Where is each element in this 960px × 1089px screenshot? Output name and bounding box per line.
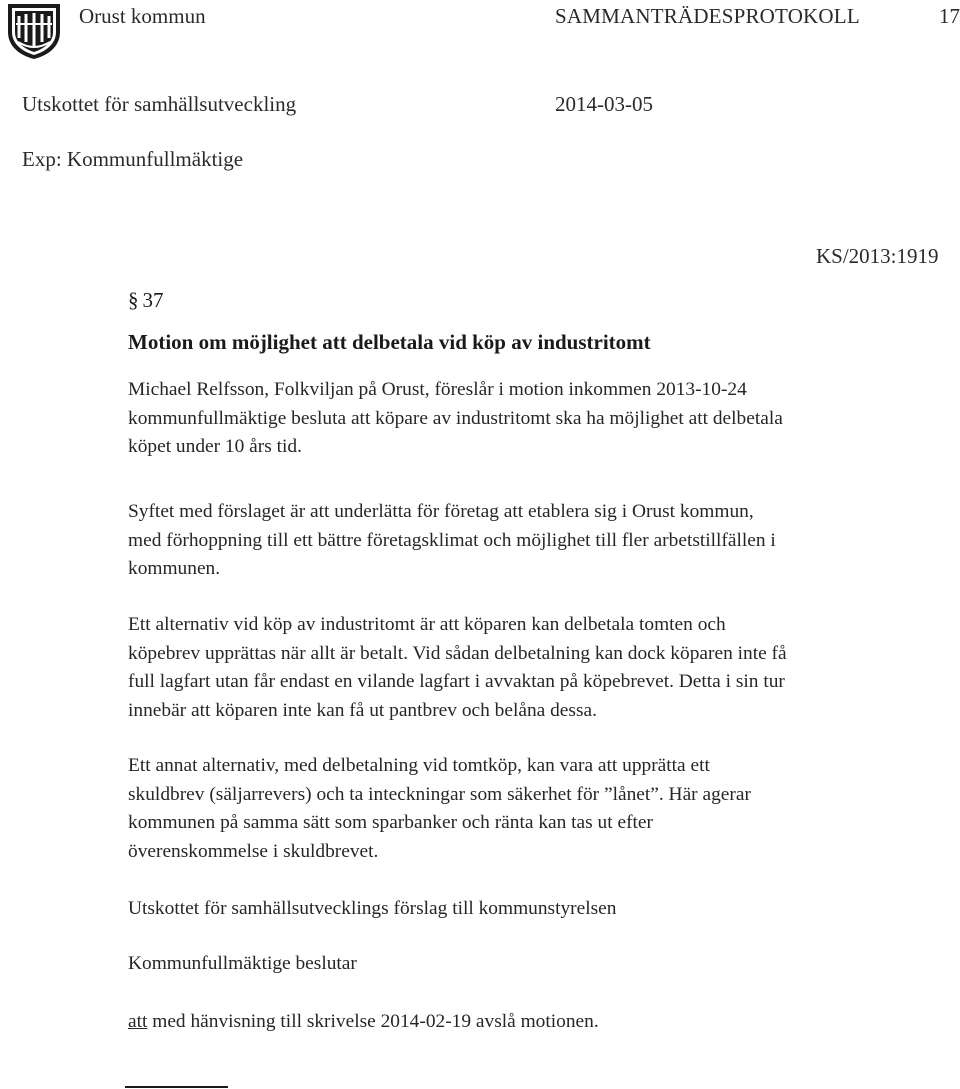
decision-text [128, 1008, 960, 1037]
paragraph-line: köpebrev upprättas när allt är betalt. Vid sådan delbetalning kan dock köparen inte få [128, 642, 787, 664]
paragraph-line: köpet under 10 års tid. [128, 436, 302, 457]
committee-name: Utskottet för samhällsutveckling [22, 92, 297, 116]
paragraph-line: med förhoppning till ett bättre företagsklimat och möjlighet till fler arbetstillfällen i [128, 529, 776, 551]
municipal-coat-of-arms-icon [4, 2, 64, 60]
paragraph-line: Ett alternativ vid köp av industritomt är att köparen kan delbetala tomten och [128, 614, 726, 635]
paragraph-line: Ett annat alternativ, med delbetalning vid tomtköp, kan vara att upprätta ett [128, 755, 710, 776]
paragraph-line: innebär att köparen inte kan få ut pantbrev och belåna dessa. [128, 699, 597, 721]
decision-att: att [128, 1011, 148, 1032]
proposal-heading [128, 895, 960, 924]
paragraph-line: kommunfullmäktige besluta att köpare av industritomt ska ha möjlighet att delbetala [128, 407, 783, 429]
paragraph-alternative-1 [128, 611, 960, 725]
paragraph-line: skuldbrev (säljarrevers) och ta inteckningar som säkerhet för ”lånet”. Här agerar [128, 783, 751, 805]
paragraph-line: Syftet med förslaget är att underlätta för företag att etablera sig i Orust kommun, [128, 501, 754, 522]
decision-heading [128, 950, 960, 979]
signature-line [125, 1086, 228, 1088]
decision-heading-text: Kommunfullmäktige beslutar [128, 953, 357, 974]
paragraph-purpose [128, 498, 960, 584]
paragraph-line: kommunen. [128, 558, 221, 579]
document-type: SAMMANTRÄDESPROTOKOLL [555, 4, 860, 28]
expedition-line: Exp: Kommunfullmäktige [22, 147, 244, 171]
municipality-name: Orust kommun [79, 4, 206, 28]
section-number [128, 288, 164, 313]
paragraph-line: överenskommelse i skuldbrevet. [128, 840, 379, 862]
paragraph-motion [128, 376, 960, 462]
decision-line [128, 1008, 960, 1037]
meeting-date: 2014-03-05 [555, 92, 653, 116]
section-title: Motion om möjlighet att delbetala vid köp av industritomt [128, 330, 651, 354]
paragraph-alternative-2 [128, 752, 960, 866]
page-number: 17 [939, 4, 960, 28]
paragraph-line: full lagfart utan får endast en vilande lagfart i avvaktan på köpebrevet. Detta i sin tur [128, 671, 785, 692]
paragraph-line: kommunen på samma sätt som sparbanker och ränta kan tas ut efter [128, 812, 653, 833]
proposal-heading-text: Utskottet för samhällsutvecklings förslag till kommunstyrelsen [128, 898, 617, 919]
paragraph-line: Michael Relfsson, Folkviljan på Orust, föreslår i motion inkommen 2013-10-24 [128, 379, 747, 400]
section-number-value: 37 [142, 288, 164, 312]
section-sign: § [128, 288, 139, 312]
decision-body: med hänvisning till skrivelse 2014-02-19 avslå motionen. [147, 1011, 599, 1032]
case-reference: KS/2013:1919 [816, 244, 939, 268]
